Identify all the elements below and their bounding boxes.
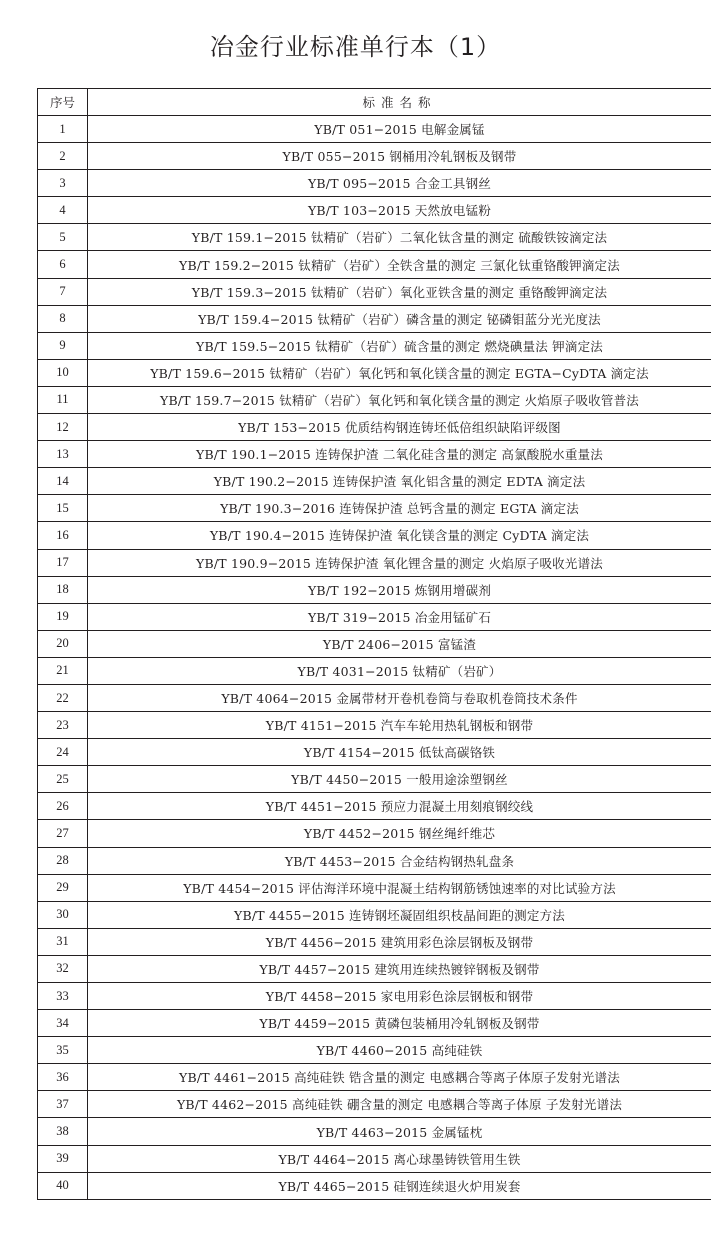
standard-name-cell: YB/T 4454−2015 评估海洋环境中混凝土结构钢筋锈蚀速率的对比试验方法 xyxy=(88,874,711,901)
serial-number-cell: 34 xyxy=(38,1010,88,1037)
table-row xyxy=(38,603,711,630)
table-row xyxy=(38,170,711,197)
standard-name-cell: YB/T 190.9−2015 连铸保护渣 氧化锂含量的测定 火焰原子吸收光谱法 xyxy=(88,549,711,576)
standard-name-cell: YB/T 159.6−2015 钛精矿（岩矿）氧化钙和氧化镁含量的测定 EGTA−CyDTA 滴定法 xyxy=(88,359,711,386)
standard-name-cell: YB/T 190.1−2015 连铸保护渣 二氧化硅含量的测定 高氯酸脱水重量法 xyxy=(88,441,711,468)
serial-number-cell: 1 xyxy=(38,116,88,143)
table-row xyxy=(38,359,711,386)
standard-name-cell: YB/T 055−2015 钢桶用冷轧钢板及钢带 xyxy=(88,143,711,170)
table-row xyxy=(38,116,711,143)
standard-name-cell: YB/T 4064−2015 金属带材开卷机卷筒与卷取机卷筒技术条件 xyxy=(88,684,711,711)
standards-table xyxy=(37,88,711,1200)
serial-number-cell: 39 xyxy=(38,1145,88,1172)
standard-name-cell: YB/T 4154−2015 低钛高碳铬铁 xyxy=(88,739,711,766)
standard-name-cell: YB/T 4151−2015 汽车车轮用热轧钢板和钢带 xyxy=(88,712,711,739)
table-row xyxy=(38,441,711,468)
serial-number-cell: 12 xyxy=(38,414,88,441)
standard-name-cell: YB/T 4464−2015 离心球墨铸铁管用生铁 xyxy=(88,1145,711,1172)
table-row xyxy=(38,414,711,441)
table-body xyxy=(38,116,711,1200)
serial-number-cell: 19 xyxy=(38,603,88,630)
standard-name-cell: YB/T 103−2015 天然放电锰粉 xyxy=(88,197,711,224)
serial-number-cell: 14 xyxy=(38,468,88,495)
header-standard-name: 标准名称 xyxy=(88,89,711,116)
serial-number-cell: 9 xyxy=(38,332,88,359)
standard-name-cell: YB/T 159.7−2015 钛精矿（岩矿）氧化钙和氧化镁含量的测定 火焰原子吸收管普法 xyxy=(88,386,711,413)
standard-name-cell: YB/T 319−2015 冶金用锰矿石 xyxy=(88,603,711,630)
serial-number-cell: 28 xyxy=(38,847,88,874)
table-row xyxy=(38,983,711,1010)
serial-number-cell: 30 xyxy=(38,901,88,928)
table-row xyxy=(38,1037,711,1064)
serial-number-cell: 7 xyxy=(38,278,88,305)
serial-number-cell: 29 xyxy=(38,874,88,901)
standard-name-cell: YB/T 4456−2015 建筑用彩色涂层钢板及钢带 xyxy=(88,928,711,955)
standard-name-cell: YB/T 4450−2015 一般用途涂塑钢丝 xyxy=(88,766,711,793)
serial-number-cell: 21 xyxy=(38,657,88,684)
serial-number-cell: 16 xyxy=(38,522,88,549)
table-header-row xyxy=(38,89,711,116)
standard-name-cell: YB/T 159.3−2015 钛精矿（岩矿）氧化亚铁含量的测定 重铬酸钾滴定法 xyxy=(88,278,711,305)
serial-number-cell: 25 xyxy=(38,766,88,793)
header-serial-number: 序号 xyxy=(38,89,88,116)
table-row xyxy=(38,1064,711,1091)
standard-name-cell: YB/T 159.1−2015 钛精矿（岩矿）二氧化钛含量的测定 硫酸铁铵滴定法 xyxy=(88,224,711,251)
table-row xyxy=(38,657,711,684)
table-row xyxy=(38,630,711,657)
standard-name-cell: YB/T 4462−2015 高纯硅铁 硼含量的测定 电感耦合等离子体原 子发射光谱法 xyxy=(88,1091,711,1118)
standard-name-cell: YB/T 051−2015 电解金属锰 xyxy=(88,116,711,143)
table-row xyxy=(38,332,711,359)
serial-number-cell: 22 xyxy=(38,684,88,711)
serial-number-cell: 11 xyxy=(38,386,88,413)
standard-name-cell: YB/T 4455−2015 连铸钢坯凝固组织枝晶间距的测定方法 xyxy=(88,901,711,928)
standard-name-cell: YB/T 2406−2015 富锰渣 xyxy=(88,630,711,657)
serial-number-cell: 24 xyxy=(38,739,88,766)
serial-number-cell: 2 xyxy=(38,143,88,170)
standard-name-cell: YB/T 159.5−2015 钛精矿（岩矿）硫含量的测定 燃烧碘量法 钾滴定法 xyxy=(88,332,711,359)
table-row xyxy=(38,901,711,928)
standard-name-cell: YB/T 190.2−2015 连铸保护渣 氧化铝含量的测定 EDTA 滴定法 xyxy=(88,468,711,495)
table-row xyxy=(38,386,711,413)
table-row xyxy=(38,224,711,251)
table-row xyxy=(38,495,711,522)
serial-number-cell: 26 xyxy=(38,793,88,820)
serial-number-cell: 33 xyxy=(38,983,88,1010)
serial-number-cell: 3 xyxy=(38,170,88,197)
table-row xyxy=(38,1091,711,1118)
table-row xyxy=(38,522,711,549)
table-row xyxy=(38,305,711,332)
serial-number-cell: 17 xyxy=(38,549,88,576)
table-row xyxy=(38,143,711,170)
serial-number-cell: 13 xyxy=(38,441,88,468)
standard-name-cell: YB/T 4465−2015 硅钢连续退火炉用炭套 xyxy=(88,1172,711,1199)
serial-number-cell: 35 xyxy=(38,1037,88,1064)
serial-number-cell: 32 xyxy=(38,955,88,982)
serial-number-cell: 15 xyxy=(38,495,88,522)
serial-number-cell: 23 xyxy=(38,712,88,739)
table-row xyxy=(38,1118,711,1145)
serial-number-cell: 5 xyxy=(38,224,88,251)
serial-number-cell: 38 xyxy=(38,1118,88,1145)
serial-number-cell: 36 xyxy=(38,1064,88,1091)
table-row xyxy=(38,251,711,278)
table-row xyxy=(38,1145,711,1172)
standard-name-cell: YB/T 4458−2015 家电用彩色涂层钢板和钢带 xyxy=(88,983,711,1010)
serial-number-cell: 37 xyxy=(38,1091,88,1118)
standard-name-cell: YB/T 153−2015 优质结构钢连铸坯低倍组织缺陷评级图 xyxy=(88,414,711,441)
table-row xyxy=(38,793,711,820)
standard-name-cell: YB/T 190.4−2015 连铸保护渣 氧化镁含量的测定 CyDTA 滴定法 xyxy=(88,522,711,549)
standard-name-cell: YB/T 4459−2015 黄磷包装桶用冷轧钢板及钢带 xyxy=(88,1010,711,1037)
standard-name-cell: YB/T 4461−2015 高纯硅铁 锆含量的测定 电感耦合等离子体原子发射光谱法 xyxy=(88,1064,711,1091)
table-row xyxy=(38,1010,711,1037)
standard-name-cell: YB/T 192−2015 炼钢用增碳剂 xyxy=(88,576,711,603)
standard-name-cell: YB/T 4451−2015 预应力混凝土用刻痕钢绞线 xyxy=(88,793,711,820)
standard-name-cell: YB/T 4463−2015 金属锰枕 xyxy=(88,1118,711,1145)
table-row xyxy=(38,955,711,982)
page-title: 冶金行业标准单行本（1） xyxy=(209,33,502,61)
standard-name-cell: YB/T 4457−2015 建筑用连续热镀锌钢板及钢带 xyxy=(88,955,711,982)
standard-name-cell: YB/T 4460−2015 高纯硅铁 xyxy=(88,1037,711,1064)
standard-name-cell: YB/T 190.3−2016 连铸保护渣 总钙含量的测定 EGTA 滴定法 xyxy=(88,495,711,522)
standard-name-cell: YB/T 159.2−2015 钛精矿（岩矿）全铁含量的测定 三氯化钛重铬酸钾滴定法 xyxy=(88,251,711,278)
serial-number-cell: 10 xyxy=(38,359,88,386)
standard-name-cell: YB/T 4452−2015 钢丝绳纤维芯 xyxy=(88,820,711,847)
table-row xyxy=(38,1172,711,1199)
table-row xyxy=(38,712,711,739)
serial-number-cell: 27 xyxy=(38,820,88,847)
serial-number-cell: 8 xyxy=(38,305,88,332)
table-row xyxy=(38,847,711,874)
serial-number-cell: 20 xyxy=(38,630,88,657)
table-row xyxy=(38,549,711,576)
standard-name-cell: YB/T 4453−2015 合金结构钢热轧盘条 xyxy=(88,847,711,874)
table-row xyxy=(38,278,711,305)
standard-name-cell: YB/T 4031−2015 钛精矿（岩矿） xyxy=(88,657,711,684)
standard-name-cell: YB/T 159.4−2015 钛精矿（岩矿）磷含量的测定 铋磷钼蓝分光光度法 xyxy=(88,305,711,332)
standard-name-cell: YB/T 095−2015 合金工具钢丝 xyxy=(88,170,711,197)
serial-number-cell: 18 xyxy=(38,576,88,603)
serial-number-cell: 40 xyxy=(38,1172,88,1199)
serial-number-cell: 4 xyxy=(38,197,88,224)
table-row xyxy=(38,468,711,495)
table-row xyxy=(38,766,711,793)
table-row xyxy=(38,197,711,224)
table-row xyxy=(38,874,711,901)
table-row xyxy=(38,928,711,955)
table-row xyxy=(38,739,711,766)
serial-number-cell: 6 xyxy=(38,251,88,278)
table-row xyxy=(38,576,711,603)
serial-number-cell: 31 xyxy=(38,928,88,955)
table-row xyxy=(38,684,711,711)
table-row xyxy=(38,820,711,847)
